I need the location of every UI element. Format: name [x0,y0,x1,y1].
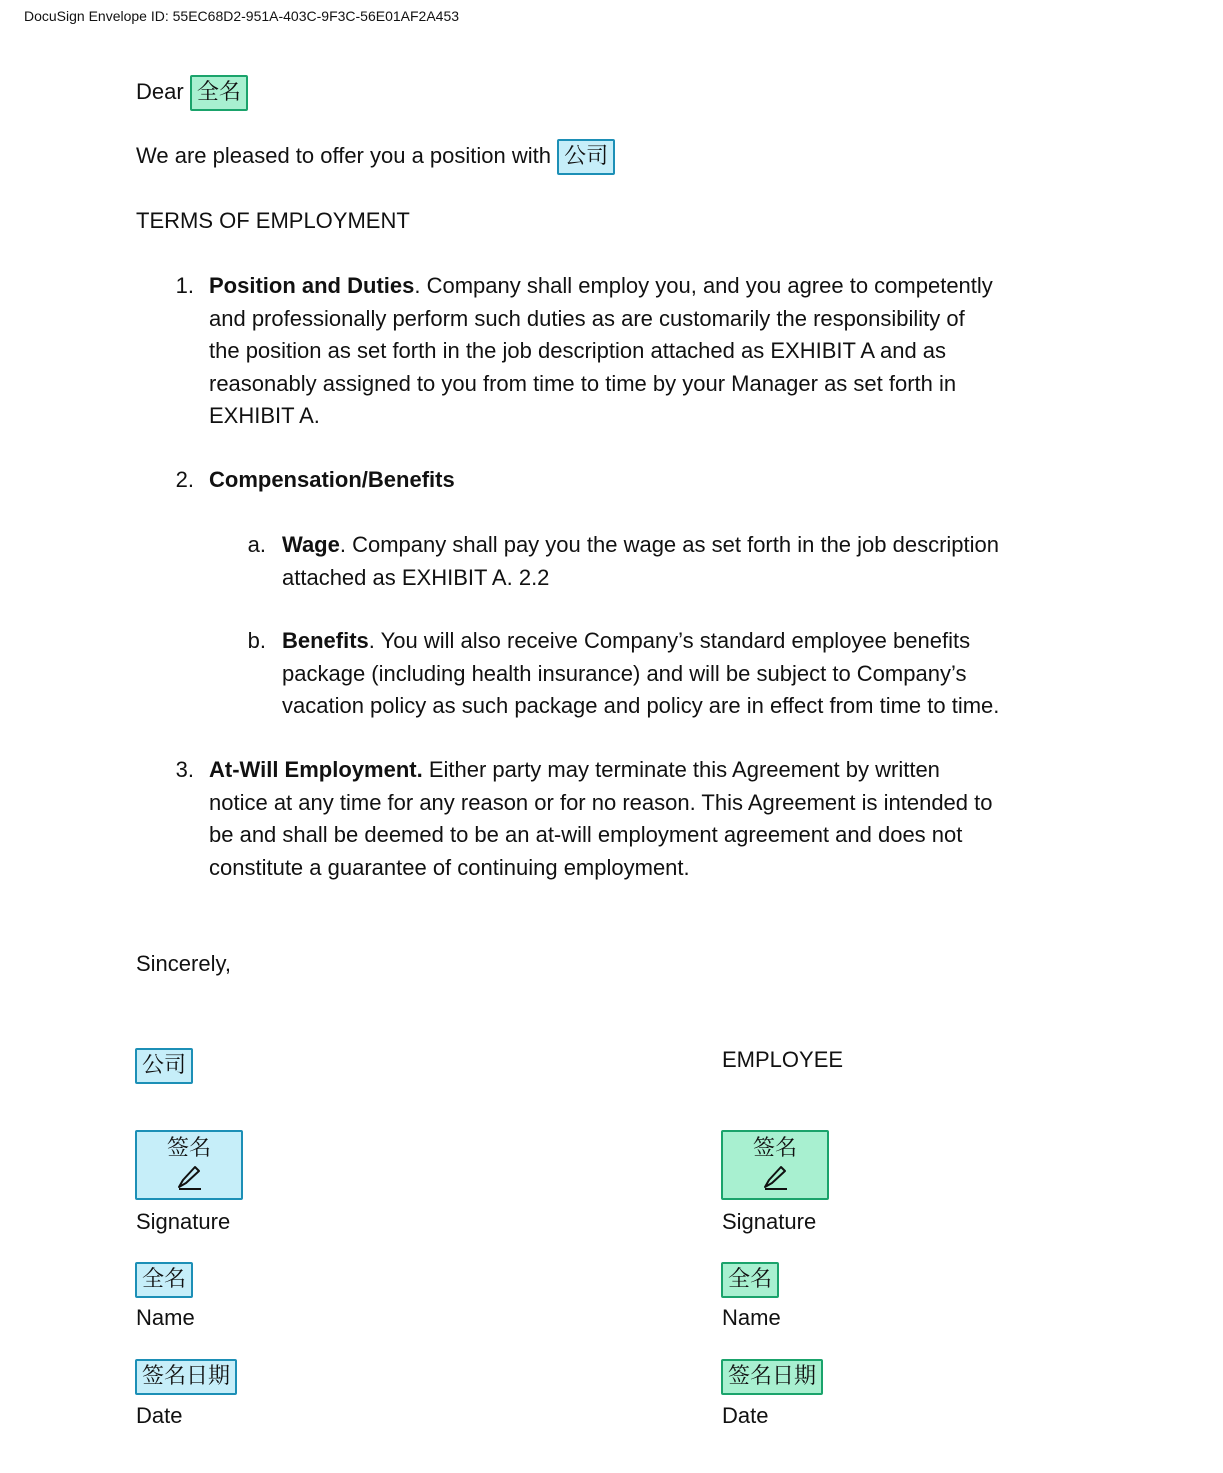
date-label: Date [722,1403,769,1428]
item-line: package (including health insurance) and will be subject to Company’s [282,660,967,686]
subitem-title: Benefits [282,628,369,653]
company-date-signed-field[interactable]: 签名日期 [135,1359,237,1395]
company-block [135,1048,193,1084]
company-signature-field[interactable] [135,1130,243,1200]
item-line: EXHIBIT A. [209,403,320,428]
item-title: Compensation/Benefits [209,467,455,492]
item-line: At-Will Employment. Either party may terminate this Agreement by written [209,757,940,782]
item-line: vacation policy as such package and policy are in effect from time to time. [282,693,1000,718]
item-line: be and shall be deemed to be an at-will employment agreement and does not [209,822,963,847]
company-field[interactable]: 公司 [557,139,615,175]
employee-date-wrap [721,1359,823,1395]
item-number: 3. [175,757,194,782]
item-line: the position as set forth in the job description attached as EXHIBIT A and as [209,338,947,363]
signature-label: Signature [136,1209,231,1234]
signature-field-label: 签名 [166,1136,211,1161]
item-line: Wage. Company shall pay you the wage as set forth in the job description [282,532,1000,557]
greeting-line [136,75,248,111]
company-name-wrap [135,1262,193,1298]
subitem-wage [282,529,1122,594]
subitem-letter: b. [247,628,266,653]
subitem-title: Wage [282,532,340,557]
offer-text: We are pleased to offer you a position with [136,142,551,168]
pen-icon [174,1162,204,1192]
item-line: Benefits. You will also receive Company’s standard employee benefits [282,628,971,653]
subitem-benefits [282,625,1122,723]
list-item-compensation-benefits [209,464,455,497]
company-date-wrap [135,1359,237,1395]
recipient-full-name-field[interactable]: 全名 [190,75,248,111]
signature-label: Signature [722,1209,817,1234]
item-line: reasonably assigned to you from time to time by your Manager as set forth in [209,370,957,396]
date-label: Date [136,1403,183,1428]
list-item-at-will [209,754,1109,884]
name-label: Name [722,1305,781,1330]
list-item-position-duties [209,270,1109,433]
employee-heading: EMPLOYEE [722,1047,844,1072]
company-signer-name-field[interactable]: 全名 [135,1262,193,1298]
company-field[interactable]: 公司 [135,1048,193,1084]
item-line: constitute a guarantee of continuing employment. [209,854,690,880]
greeting-text: Dear [136,78,184,104]
item-line: attached as EXHIBIT A. 2.2 [282,564,550,590]
name-label: Name [136,1305,195,1330]
pen-icon [760,1162,790,1192]
item-line: notice at any time for any reason or for no reason. This Agreement is intended to [209,789,993,815]
employee-name-wrap [721,1262,779,1298]
envelope-id: DocuSign Envelope ID: 55EC68D2-951A-403C-9F3C-56E01AF2A453 [24,8,460,24]
employee-signature-field[interactable] [721,1130,829,1200]
item-number: 2. [175,467,194,492]
terms-heading: TERMS OF EMPLOYMENT [136,208,410,233]
offer-line [136,139,615,175]
item-title: At-Will Employment. [209,757,423,782]
item-line: Position and Duties. Company shall employ you, and you agree to competently [209,273,993,298]
subitem-letter: a. [247,532,266,557]
closing-text: Sincerely, [136,951,231,976]
employee-full-name-field[interactable]: 全名 [721,1262,779,1298]
item-line: and professionally perform such duties as are customarily the responsibility of [209,305,965,331]
signature-field-label: 签名 [752,1136,797,1161]
item-number: 1. [175,273,194,298]
item-title: Position and Duties [209,273,415,298]
employee-date-signed-field[interactable]: 签名日期 [721,1359,823,1395]
